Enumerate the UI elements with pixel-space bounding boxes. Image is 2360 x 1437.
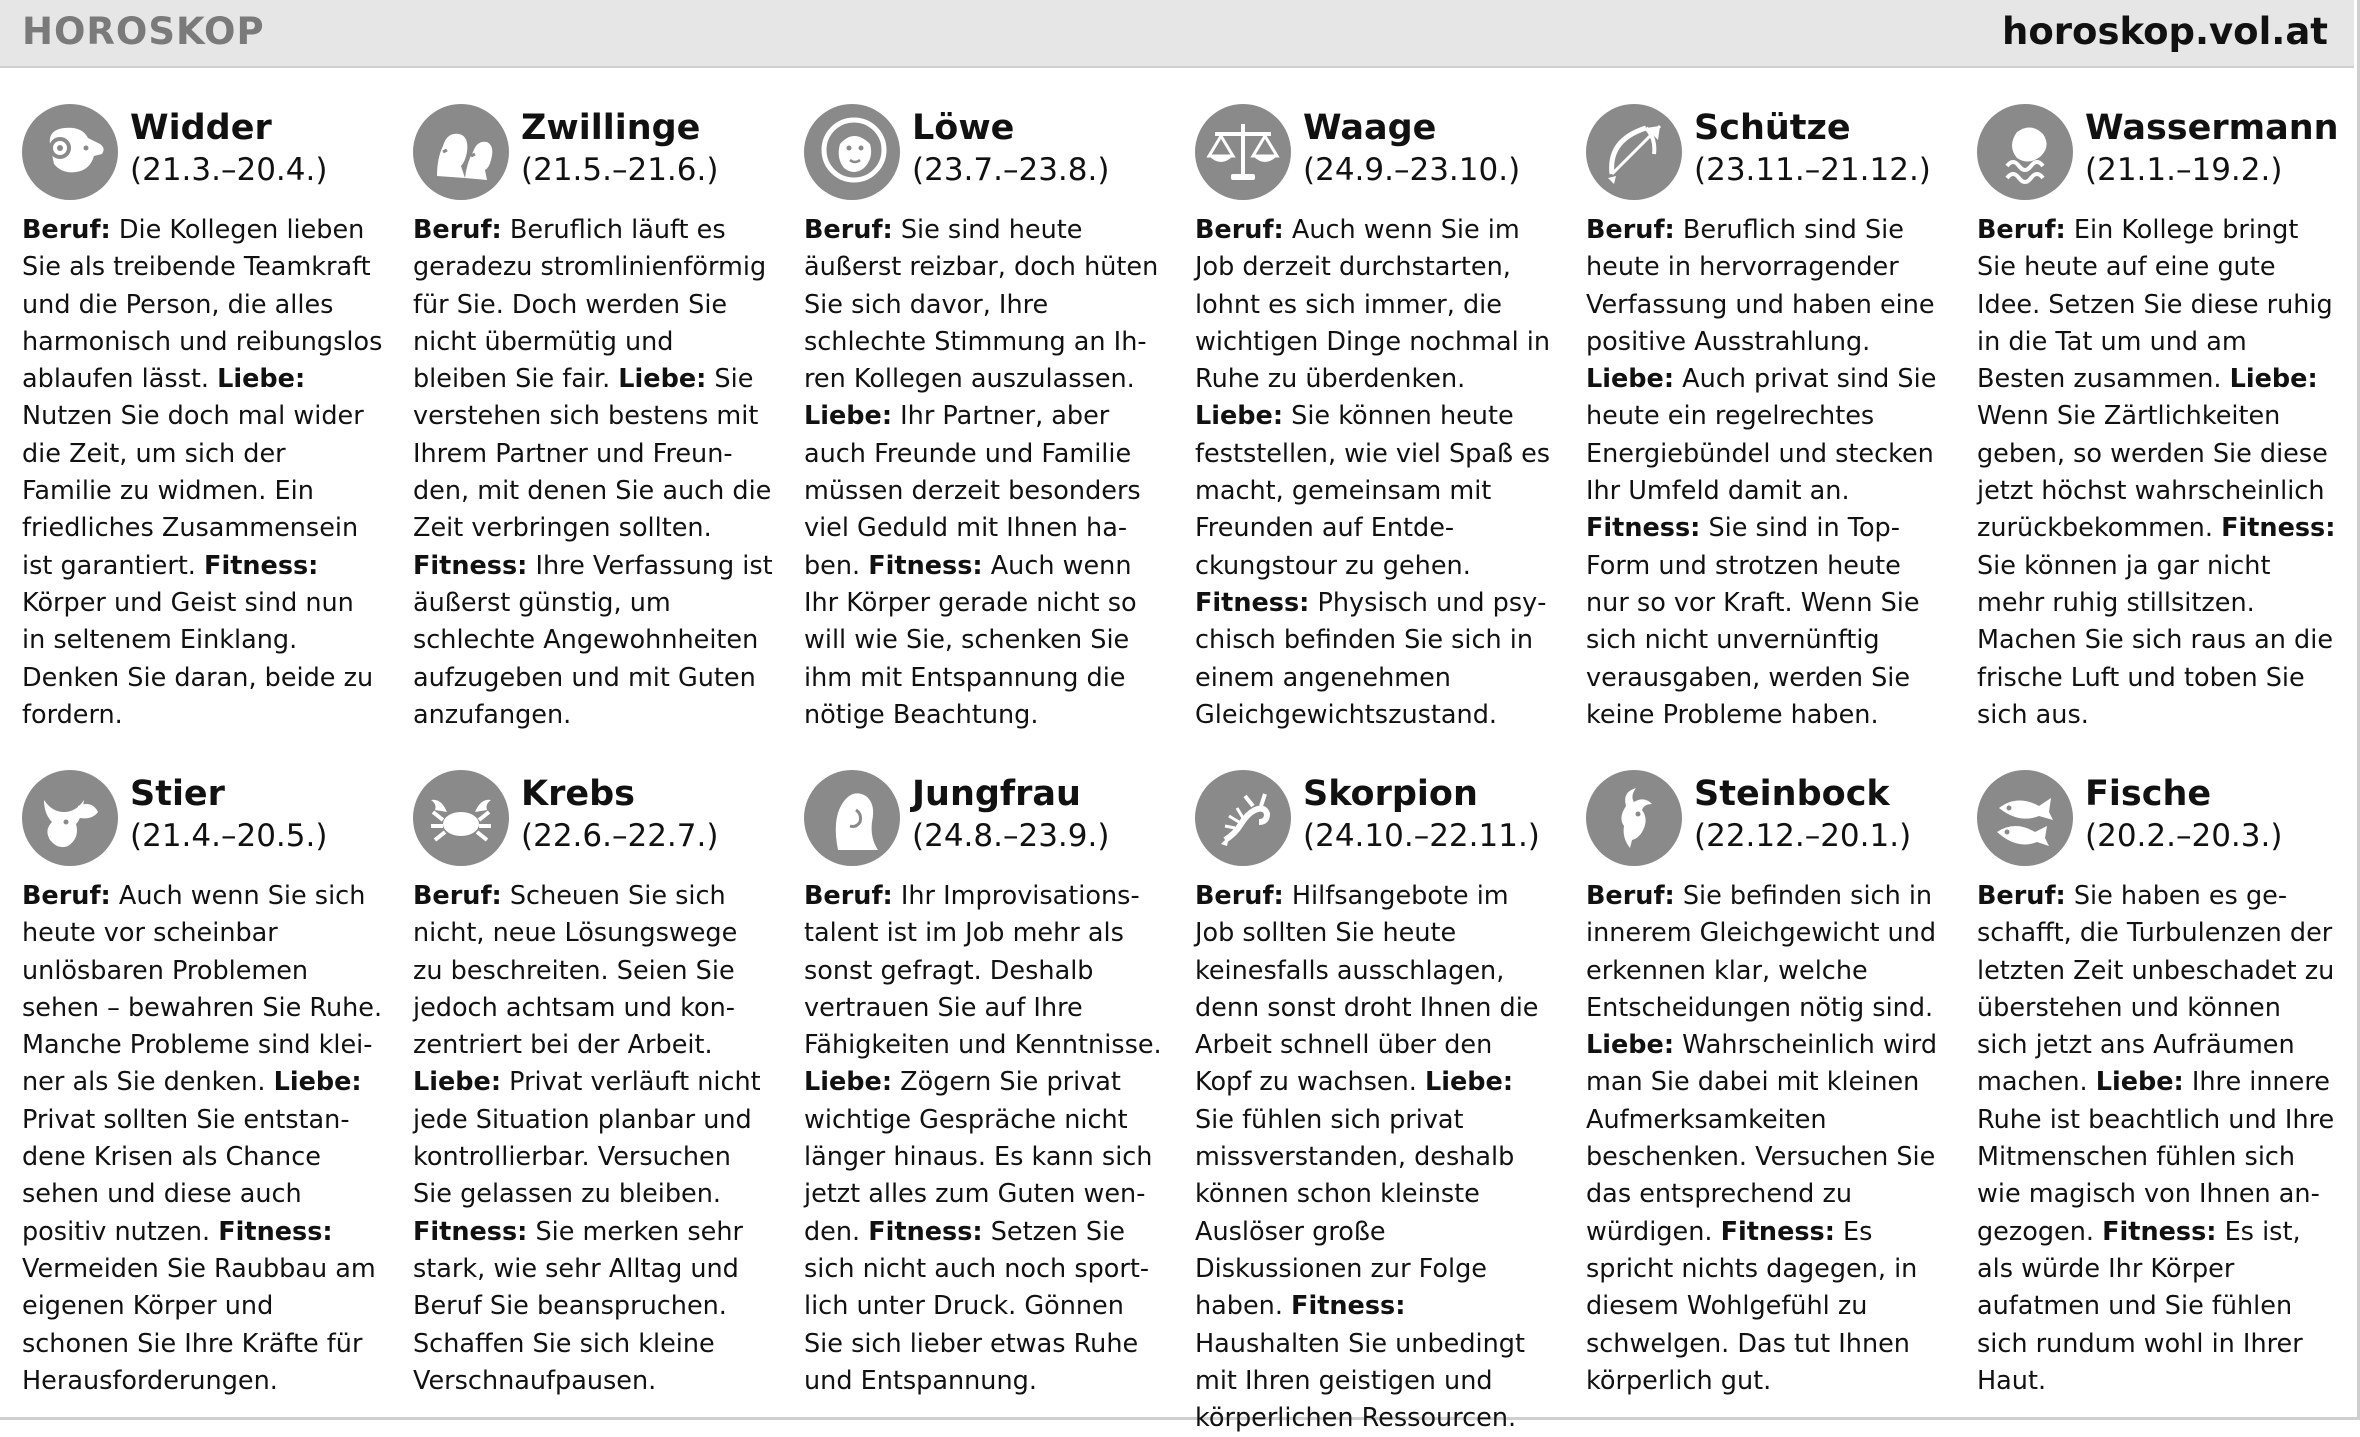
liebe-label: Liebe: [2095,1067,2184,1098]
liebe-text: Auch privat sind Sie heute ein regelrechtes Energiebündel und stecken Ihr Umfeld damit an. [1586,364,1937,507]
sign-text [22,878,383,1400]
sign-dates: (24.10.–22.11.) [1303,818,1540,854]
liebe-text: Ihr Partner, aber auch Freunde und Familie müssen derzeit besonders viel Geduld mit Ihnen haben. [804,401,1141,581]
fitness-text: Auch wenn Ihr Körper gerade nicht so will wie Sie, schenken Sie ihm mit Entspannung die nötige Beachtung. [804,550,1137,730]
fitness-text: Physisch und psychisch befinden Sie sich in einem angenehmen Gleichgewichtszustand. [1195,587,1547,730]
header-bar [0,0,2354,68]
beruf-label: Beruf: [1586,881,1675,911]
sign-text [413,212,774,734]
liebe-text: Privat sollten Sie entstandene Krisen als Chance sehen und diese auch positiv nutzen. [22,1104,350,1247]
goat-icon [1586,770,1682,866]
sign-text [1586,212,1947,734]
liebe-text: Privat verläuft nicht jede Situation planbar und kontrollierbar. Versuchen Sie gelassen zu bleiben. [413,1067,761,1210]
sign-text [1195,878,1556,1437]
sign-name: Krebs [521,774,636,814]
fish-icon [1977,770,2073,866]
liebe-label: Liebe: [273,1067,362,1098]
sign-text [413,878,774,1400]
fitness-label: Fitness: [218,1216,333,1247]
beruf-text: Beruflich läuft es geradezu stromlinienförmig für Sie. Doch werden Sie nicht übermütig und bleiben Sie fair. [413,215,767,395]
beruf-text: Ein Kollege bringt Sie heute auf eine gute Idee. Setzen Sie diese ruhig in die Tat um und am Besten zusammen. [1977,215,2333,395]
fitness-text: Setzen Sie sich nicht auch noch sportlich unter Druck. Gönnen Sie sich lieber etwas Ruhe und Entspannung. [804,1216,1150,1396]
sign-text [1195,212,1556,734]
beruf-text: Auch wenn Sie sich heute vor scheinbar unlösbaren Problemen sehen – bewahren Sie Ruhe. Manche Probleme sind kleiner als Sie denken. [22,881,383,1098]
beruf-label: Beruf: [22,215,111,245]
fitness-label: Fitness: [2102,1216,2217,1247]
sign-waage [1195,102,1556,768]
signs-grid [22,102,2339,1434]
fitness-label: Fitness: [1291,1291,1406,1322]
sign-name: Stier [130,774,225,814]
sign-name: Wassermann [2085,108,2339,148]
sign-dates: (21.5.–21.6.) [521,152,719,188]
beruf-label: Beruf: [1977,215,2066,245]
fitness-text: Es ist, als würde Ihr Körper aufatmen und Sie fühlen sich rundum wohl in Ihrer Haut. [1977,1216,2303,1396]
fitness-text: Es spricht nichts dagegen, in diesem Wohlgefühl zu schwelgen. Das tut Ihnen körperlich gut. [1586,1216,1918,1396]
sign-wassermann [1977,102,2338,768]
liebe-text: Sie können heute feststellen, wie viel Spaß es macht, gemeinsam mit Freunden auf Entdeckungstour zu gehen. [1195,401,1551,581]
sign-dates: (22.6.–22.7.) [521,818,719,854]
beruf-label: Beruf: [413,881,502,911]
liebe-text: Wenn Sie Zärtlichkeiten geben, so werden Sie diese jetzt höchst wahrscheinlich zurückbekommen. [1977,401,2328,544]
liebe-label: Liebe: [1586,1030,1675,1061]
beruf-text: Die Kollegen lieben Sie als treibende Teamkraft und die Person, die alles harmonisch und reibungslos ablaufen lässt. [22,215,383,395]
archer-icon [1586,104,1682,200]
sign-name: Schütze [1694,108,1851,148]
sign-text [22,212,383,734]
beruf-text: Auch wenn Sie im Job derzeit durchstarten, lohnt es sich immer, die wichtigen Dinge nochmal in Ruhe zu überdenken. [1195,215,1551,395]
liebe-label: Liebe: [413,1067,502,1098]
liebe-text: Sie verstehen sich bestens mit Ihrem Partner und Freunden, mit denen Sie auch die Zeit verbringen sollten. [413,364,772,544]
beruf-text: Sie haben es geschafft, die Turbulenzen der letzten Zeit unbeschadet zu überstehen und können sich jetzt ans Aufräumen machen. [1977,881,2335,1098]
liebe-text: Wahrscheinlich wird man Sie dabei mit kleinen Aufmerksamkeiten beschenken. Versuchen Sie das entsprechend zu würdigen. [1586,1030,1938,1247]
fitness-label: Fitness: [413,1216,528,1247]
sign-dates: (23.7.–23.8.) [912,152,1110,188]
fitness-text: Vermeiden Sie Raubbau am eigenen Körper und schonen Sie Ihre Kräfte für Herausforderungen. [22,1253,376,1396]
fitness-label: Fitness: [204,550,319,581]
virgin-icon [804,770,900,866]
sign-skorpion [1195,768,1556,1434]
beruf-text: Sie sind heute äußerst reizbar, doch hüten Sie sich davor, Ihre schlechte Stimmung an Ihren Kollegen auszulassen. [804,215,1159,395]
sign-name: Fische [2085,774,2212,814]
sign-text [1977,878,2338,1400]
sign-loewe [804,102,1165,768]
bull-icon [22,770,118,866]
sign-stier [22,768,383,1412]
fitness-label: Fitness: [868,550,983,581]
sign-dates: (23.11.–21.12.) [1694,152,1931,188]
beruf-label: Beruf: [1195,881,1284,911]
fitness-text: Sie merken sehr stark, wie sehr Alltag und Beruf Sie beanspruchen. Schaffen Sie sich kleine Verschnaufpausen. [413,1216,743,1396]
crab-icon [413,770,509,866]
liebe-text: Nutzen Sie doch mal wider die Zeit, um sich der Familie zu widmen. Ein friedliches Zusammensein ist garantiert. [22,401,364,581]
beruf-label: Beruf: [1977,881,2066,911]
liebe-label: Liebe: [1425,1067,1514,1098]
water-bearer-icon [1977,104,2073,200]
beruf-label: Beruf: [22,881,111,911]
sign-jungfrau [804,768,1165,1412]
sign-text [804,878,1165,1400]
beruf-label: Beruf: [1195,215,1284,245]
section-title: HOROSKOP [22,10,265,53]
fitness-label: Fitness: [1720,1216,1835,1247]
sign-name: Waage [1303,108,1437,148]
ram-icon [22,104,118,200]
beruf-label: Beruf: [804,881,893,911]
sign-dates: (24.8.–23.9.) [912,818,1110,854]
sign-schuetze [1586,102,1947,768]
sign-dates: (24.9.–23.10.) [1303,152,1521,188]
sign-dates: (20.2.–20.3.) [2085,818,2283,854]
fitness-text: Sie können ja gar nicht mehr ruhig stillsitzen. Machen Sie sich raus an die frische Luft und toben Sie sich aus. [1977,550,2334,730]
sign-name: Löwe [912,108,1015,148]
twins-icon [413,104,509,200]
fitness-label: Fitness: [1195,587,1310,618]
sign-widder [22,102,383,768]
liebe-text: Zögern Sie privat wichtige Gespräche nicht länger hinaus. Es kann sich jetzt alles zum Guten wenden. [804,1067,1153,1247]
liebe-label: Liebe: [217,364,306,395]
sign-zwillinge [413,102,774,768]
sign-text [1977,212,2338,734]
liebe-label: Liebe: [618,364,707,395]
fitness-text: Ihre Verfassung ist äußerst günstig, um schlechte Angewohnheiten aufzugeben und mit Guten anzufangen. [413,550,773,730]
liebe-label: Liebe: [1586,364,1675,395]
liebe-text: Ihre innere Ruhe ist beachtlich und Ihre Mitmenschen fühlen sich wie magisch von Ihnen angezogen. [1977,1067,2335,1247]
fitness-label: Fitness: [413,550,528,581]
sign-krebs [413,768,774,1412]
scorpion-icon [1195,770,1291,866]
beruf-label: Beruf: [804,215,893,245]
lion-icon [804,104,900,200]
fitness-text: Haushalten Sie unbedingt mit Ihren geistigen und körperlichen Ressourcen. [1195,1328,1525,1434]
scales-icon [1195,104,1291,200]
site-link[interactable]: horoskop.vol.at [2002,10,2328,53]
sign-dates: (21.4.–20.5.) [130,818,328,854]
liebe-label: Liebe: [804,1067,893,1098]
sign-name: Zwillinge [521,108,701,148]
fitness-label: Fitness: [1586,513,1701,544]
beruf-text: Ihr Improvisationstalent ist im Job mehr als sonst gefragt. Deshalb vertrauen Sie auf Ihre Fähigkeiten und Kenntnisse. [804,881,1162,1061]
beruf-text: Hilfsangebote im Job sollten Sie heute keinesfalls ausschlagen, denn sonst droht Ihnen die Arbeit schnell über den Kopf zu wachsen. [1195,881,1539,1098]
sign-name: Steinbock [1694,774,1890,814]
sign-name: Jungfrau [912,774,1081,814]
sign-dates: (22.12.–20.1.) [1694,818,1912,854]
sign-text [804,212,1165,734]
fitness-text: Körper und Geist sind nun in seltenem Einklang. Denken Sie daran, beide zu fordern. [22,587,374,730]
fitness-label: Fitness: [2221,513,2336,544]
beruf-label: Beruf: [1586,215,1675,245]
beruf-label: Beruf: [413,215,502,245]
liebe-label: Liebe: [2229,364,2318,395]
fitness-label: Fitness: [868,1216,983,1247]
sign-dates: (21.1.–19.2.) [2085,152,2283,188]
beruf-text: Beruflich sind Sie heute in hervorragender Verfassung und haben eine positive Ausstrahlung. [1586,215,1935,357]
sign-fische [1977,768,2338,1412]
beruf-text: Scheuen Sie sich nicht, neue Lösungswege zu beschreiten. Seien Sie jedoch achtsam und konzentriert bei der Arbeit. [413,881,738,1061]
liebe-text: Sie fühlen sich privat missverstanden, deshalb können schon kleinste Auslöser große Diskussionen zur Folge haben. [1195,1104,1515,1322]
sign-name: Skorpion [1303,774,1478,814]
fitness-text: Sie sind in Top-Form und strotzen heute nur so vor Kraft. Wenn Sie sich nicht unvernünftig verausgaben, werden Sie keine Probleme haben. [1586,513,1920,730]
sign-dates: (21.3.–20.4.) [130,152,328,188]
sign-steinbock [1586,768,1947,1412]
sign-name: Widder [130,108,272,148]
liebe-label: Liebe: [804,401,893,432]
liebe-label: Liebe: [1195,401,1284,432]
sign-text [1586,878,1947,1400]
beruf-text: Sie befinden sich in innerem Gleichgewicht und erkennen klar, welche Entscheidungen nötig sind. [1586,881,1937,1023]
